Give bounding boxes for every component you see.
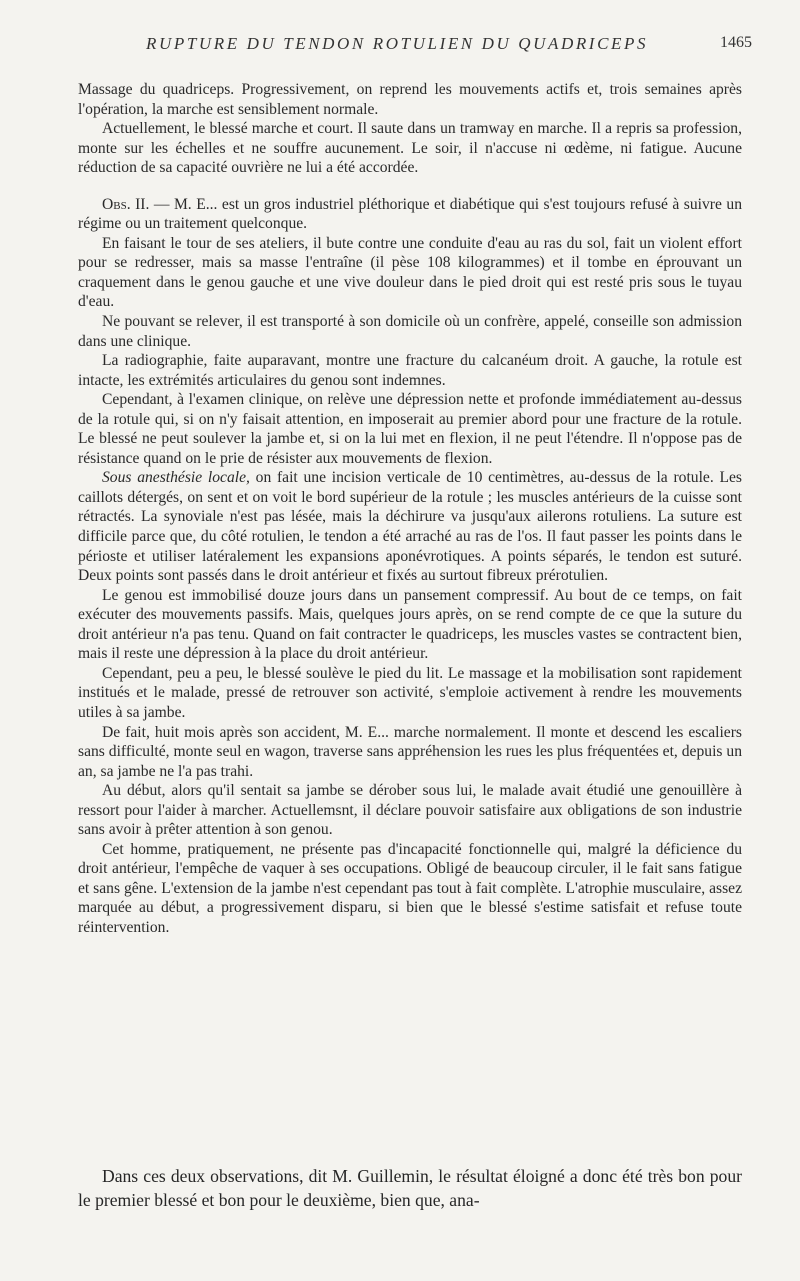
page-header [78, 34, 752, 58]
observation-label: Obs. II. [102, 195, 150, 213]
paragraph: Massage du quadriceps. Progressivement, on reprend les mouvements actifs et, trois semaines après l'opération, la marche est sensiblement normale. [78, 81, 742, 118]
body-text [78, 80, 742, 938]
paragraph: Au début, alors qu'il sentait sa jambe se dérober sous lui, le malade avait étudié une genouillère à ressort pour l'aider à marcher. Actuellemsnt, il déclare pouvoir satisfaire aux obligations de son industrie sans avoir à prêter attention à son genou. [78, 782, 742, 839]
surgery-text: on fait une incision verticale de 10 centimètres, au-dessus de la rotule. Les caillots détergés, on sent et on voit le bord supérieur de la rotule ; les muscles antérieurs de la cuisse sont rétractés. La synoviale n'est pas lésée, mais la déchirure va jusqu'aux ailerons rotuliens. La suture est difficile parce que, du côté rotulien, le tendon a été arraché au ras de l'os. Il faut passer les points dans le périoste et utiliser latéralement les expansions aponévrotiques. A points séparés, le tendon est suturé. Deux points sont passés dans le droit antérieur et fixés au surtout fibreux prérotulien. [78, 469, 742, 585]
paragraph: Cependant, à l'examen clinique, on relève une dépression nette et profonde immédiatement au-dessus de la rotule qui, si on n'y faisait attention, en imposerait au premier abord pour une fracture de la rotule. Le blessé ne peut soulever la jambe et, si on la lui met en flexion, il ne peut l'étendre. Il n'oppose pas de résistance quand on le prie de résister aux mouvements de flexion. [78, 391, 742, 467]
paragraph: Cet homme, pratiquement, ne présente pas d'incapacité fonctionnelle qui, malgré la déficience du droit antérieur, l'empêche de vaquer à ses occupations. Obligé de beaucoup circuler, il le fait sans fatigue et sans gêne. L'extension de la jambe n'est cependant pas tout à fait complète. L'atrophie musculaire, assez marquée au début, a progressivement disparu, si bien que le blessé s'estime satisfait et refuse toute réintervention. [78, 840, 742, 936]
running-title: RUPTURE DU TENDON ROTULIEN DU QUADRICEPS [146, 34, 649, 53]
paragraph: En faisant le tour de ses ateliers, il bute contre une conduite d'eau au ras du sol, fait un violent effort pour se redresser, mais sa masse l'entraîne (il pèse 108 kilogrammes) et il tombe en éprouvant un craquement dans le genou gauche et une vive douleur dans le pied droit qui est resté pris sous le tuyau d'eau. [78, 234, 742, 311]
paragraph: Cependant, peu a peu, le blessé soulève le pied du lit. Le massage et la mobilisation sont rapidement institués et le malade, pressé de retrouver son activité, s'emploie activement à rendre les mouvements utiles à sa jambe. [78, 664, 742, 721]
page-number: 1465 [720, 34, 752, 51]
surgery-paragraph [78, 468, 742, 585]
paragraph: De fait, huit mois après son accident, M. E... marche normalement. Il monte et descend les escaliers sans difficulté, monte seul en wagon, traverse sans appréhension les rues les plus fréquentées et, depuis un an, sa jambe ne l'a pas trahi. [78, 723, 742, 780]
paragraph: La radiographie, faite auparavant, montre une fracture du calcanéum droit. A gauche, la rotule est intacte, les extrémités articulaires du genou sont indemnes. [78, 352, 742, 389]
observation-paragraph [78, 195, 742, 234]
observation-text: — M. E... est un gros industriel pléthorique et diabétique qui s'est toujours refusé à suivre un régime ou un traitement quelconque. [78, 195, 742, 233]
paragraph: Ne pouvant se relever, il est transporté à son domicile où un confrère, appelé, conseille son admission dans une clinique. [78, 313, 742, 350]
surgery-italic-lead: Sous anesthésie locale, [102, 469, 250, 487]
paragraph: Actuellement, le blessé marche et court. Il saute dans un tramway en marche. Il a repris sa profession, monte sur les échelles et ne souffre aucunement. Le soir, il n'accuse ni œdème, ni fatigue. Aucune réduction de sa capacité ouvrière ne lui a été accordée. [78, 120, 742, 177]
conclusion-paragraph: Dans ces deux observations, dit M. Guillemin, le résultat éloigné a donc été très bon pour le premier blessé et bon pour le deuxième, bien que, ana- [78, 1165, 742, 1210]
paragraph: Le genou est immobilisé douze jours dans un pansement compressif. Au bout de ce temps, on fait exécuter des mouvements passifs. Mais, quelques jours après, on se rend compte de ce que la suture du droit antérieur n'a pas tenu. Quand on fait contracter le quadriceps, les muscles vastes se contractent bien, mais il reste une dépression à la place du droit antérieur. [78, 586, 742, 663]
